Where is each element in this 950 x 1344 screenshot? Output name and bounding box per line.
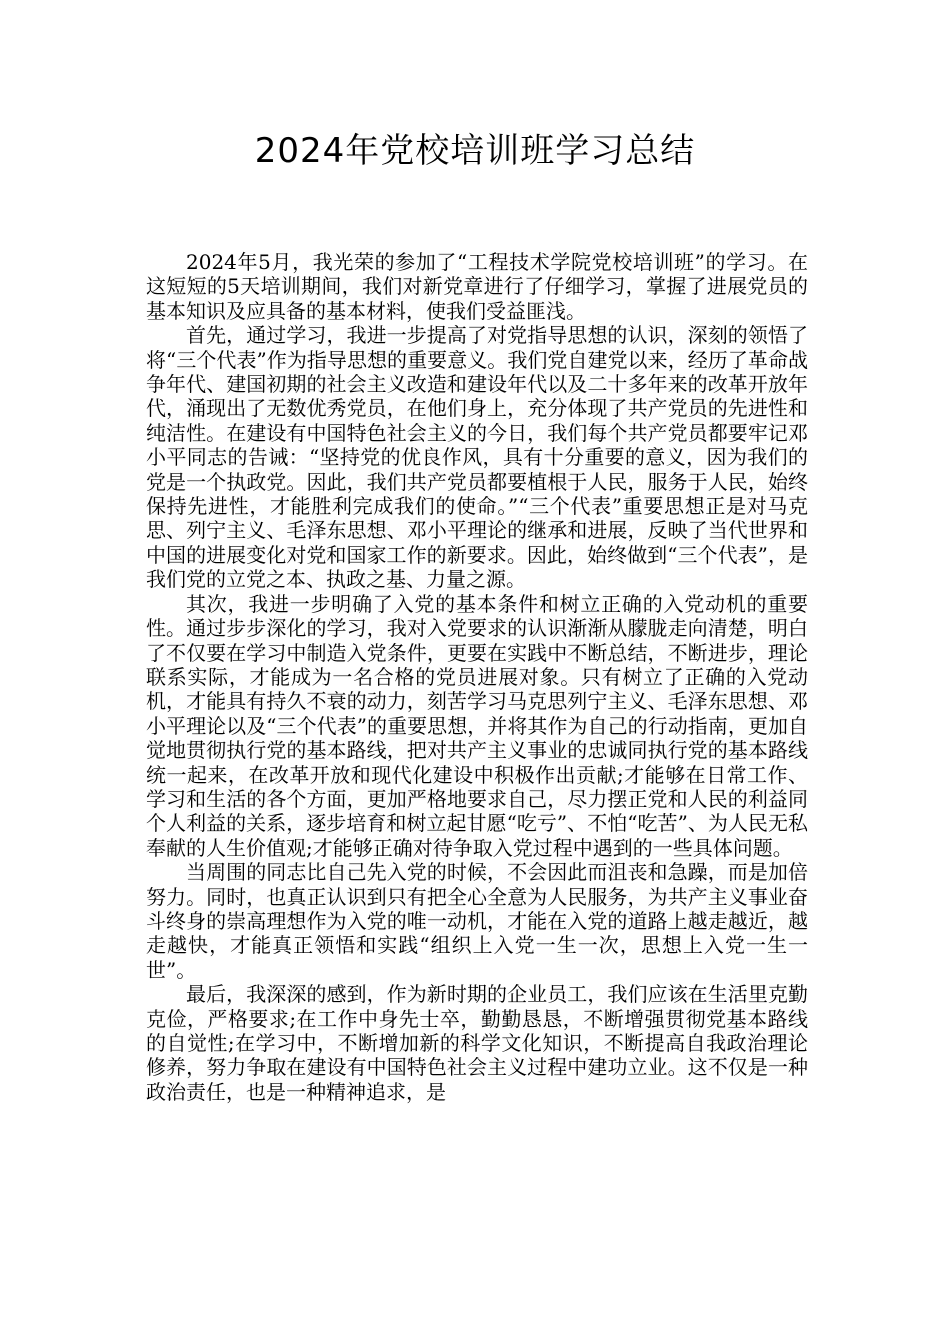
paragraph-5: 最后，我深深的感到，作为新时期的企业员工，我们应该在生活里克勤克俭，严格要求;在工作中身先士卒，勤勤恳恳，不断增强贯彻党基本路线的自觉性;在学习中，不断增加新的科学文化知识，不断提高自我政治理论修养，努力争取在建设有中国特色社会主义过程中建功立业。这不仅是一种政治责任，也是一种精神追求，是 — [146, 982, 808, 1104]
paragraph-3: 其次，我进一步明确了入党的基本条件和树立正确的入党动机的重要性。通过步步深化的学习，我对入党要求的认识渐渐从朦胧走向清楚，明白了不仅要在学习中制造入党条件，更要在实践中不断总结，不断进步，理论联系实际，才能成为一名合格的党员进展对象。只有树立了正确的入党动机，才能具有持久不衰的动力，刻苦学习马克思列宁主义、毛泽东思想、邓小平理论以及“三个代表”的重要思想，并将其作为自己的行动指南，更加自觉地贯彻执行党的基本路线，把对共产主义事业的忠诚同执行党的基本路线统一起来，在改革开放和现代化建设中积极作出贡献;才能够在日常工作、学习和生活的各个方面，更加严格地要求自己，尽力摆正党和人民的利益同个人利益的关系，逐步培育和树立起甘愿“吃亏”、不怕“吃苦”、为人民无私奉献的人生价值观;才能够正确对待争取入党过程中遇到的一些具体问题。 — [146, 591, 808, 860]
document-title: 2024年党校培训班学习总结 — [254, 131, 696, 171]
paragraph-4: 当周围的同志比自己先入党的时候，不会因此而沮丧和急躁，而是加倍努力。同时，也真正认识到只有把全心全意为人民服务，为共产主义事业奋斗终身的崇高理想作为入党的唯一动机，才能在入党的道路上越走越近，越走越快，才能真正领悟和实践“组织上入党一生一次，思想上入党一生一世”。 — [146, 860, 808, 982]
document-body — [146, 250, 808, 1104]
paragraph-2: 首先，通过学习，我进一步提高了对党指导思想的认识，深刻的领悟了将“三个代表”作为指导思想的重要意义。我们党自建党以来，经历了革命战争年代、建国初期的社会主义改造和建设年代以及二十多年来的改革开放年代，涌现出了无数优秀党员，在他们身上，充分体现了共产党员的先进性和纯洁性。在建设有中国特色社会主义的今日，我们每个共产党员都要牢记邓小平同志的告诫：“坚持党的优良作风，具有十分重要的意义，因为我们的党是一个执政党。因此，我们共产党员都要植根于人民，服务于人民，始终保持先进性，才能胜利完成我们的使命。”“三个代表”重要思想正是对马克思、列宁主义、毛泽东思想、邓小平理论的继承和进展，反映了当代世界和中国的进展变化对党和国家工作的新要求。因此，始终做到“三个代表”，是我们党的立党之本、执政之基、力量之源。 — [146, 323, 808, 592]
paragraph-1: 2024年5月，我光荣的参加了“工程技术学院党校培训班”的学习。在这短短的5天培训期间，我们对新党章进行了仔细学习，掌握了进展党员的基本知识及应具备的基本材料，使我们受益匪浅。 — [146, 250, 808, 323]
